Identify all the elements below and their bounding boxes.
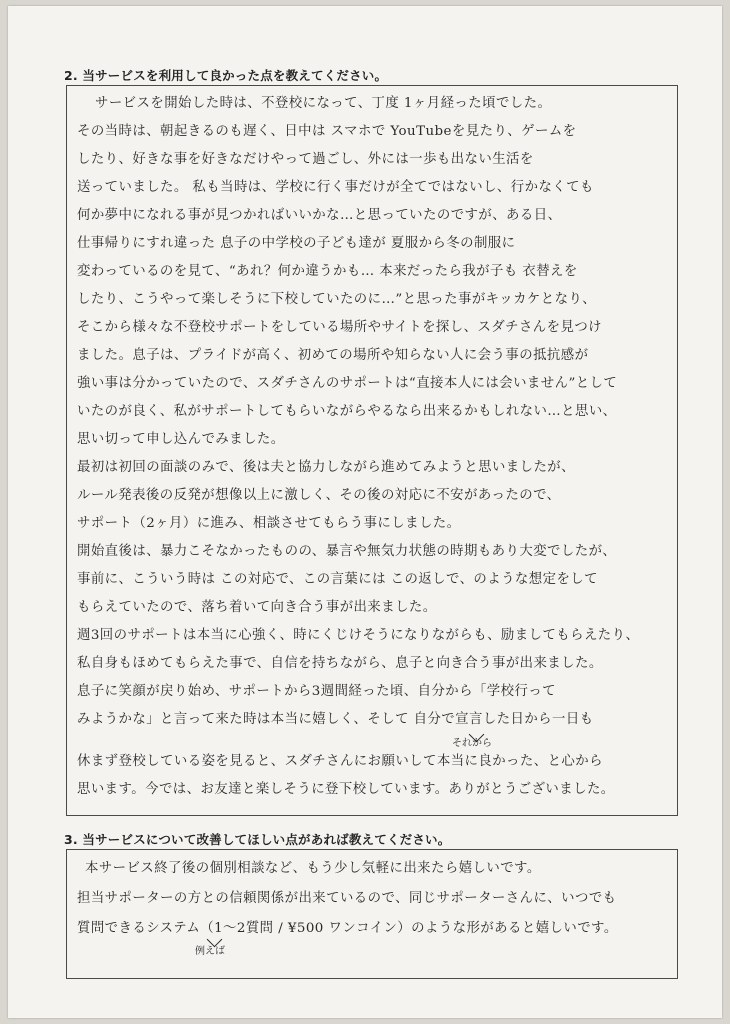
answer-line: 週3回のサポートは本当に心強く、時にくじけそうになりながらも、励ましてもらえたり、 <box>77 628 640 643</box>
answer-line: 思い切って申し込んでみました。 <box>77 432 285 447</box>
answer-line: 担当サポーターの方との信頼関係が出来ているので、同じサポーターさんに、いつでも <box>77 891 617 906</box>
answer-line: したり、こうやって楽しそうに下校していたのに…”と思った事がキッカケとなり、 <box>77 292 597 307</box>
answer-line: 事前に、こういう時は この対応で、この言葉には この返しで、のような想定をして <box>77 572 598 587</box>
answer-line: その当時は、朝起きるのも遅く、日中は スマホで YouTubeを見たり、ゲームを <box>77 124 577 139</box>
answer-line: 強い事は分かっていたので、スダチさんのサポートは“直接本人には会いません”として <box>77 376 618 391</box>
answer-line: ました。息子は、プライドが高く、初めての場所や知らない人に会う事の抵抗感が <box>77 348 589 363</box>
answer-line: したり、好きな事を好きなだけやって過ごし、外には一歩も出ない生活を <box>77 152 534 167</box>
answer-line: 質問できるシステム（1〜2質問 / ¥500 ワンコイン）のような形があると嬉しいです。 <box>77 921 618 936</box>
question-3-answer-box <box>66 849 678 979</box>
answer-line: みようかな」と言って来た時は本当に嬉しく、そして 自分で宣言した日から一日も <box>77 712 594 727</box>
answer-line: 息子に笑顔が戻り始め、サポートから3週間経った頃、自分から「学校行って <box>77 684 557 699</box>
answer-line: 本サービス終了後の個別相談など、もう少し気軽に出来たら嬉しいです。 <box>85 861 541 876</box>
insertion-note: 例えば <box>195 946 225 957</box>
answer-line: 仕事帰りにすれ違った 息子の中学校の子ども達が 夏服から冬の制服に <box>77 236 516 251</box>
answer-line: 思います。今では、お友達と楽しそうに登下校しています。ありがとうございました。 <box>77 782 615 797</box>
answer-line: 休まず登校している姿を見ると、スダチさんにお願いして本当に良かった、と心から <box>77 754 603 769</box>
answer-line: 送っていました。 私も当時は、学校に行く事だけが全てではないし、行かなくても <box>77 180 594 195</box>
answer-line: サービスを開始した時は、不登校になって、丁度 1ヶ月経った頃でした。 <box>95 96 552 111</box>
answer-line: 何か夢中になれる事が見つかればいいかな…と思っていたのですが、ある日、 <box>77 208 562 223</box>
answer-line: 私自身もほめてもらえた事で、自信を持ちながら、息子と向き合う事が出来ました。 <box>77 656 603 671</box>
answer-line: 開始直後は、暴力こそなかったものの、暴言や無気力状態の時期もあり大変でしたが、 <box>77 544 617 559</box>
answer-line: ルール発表後の反発が想像以上に激しく、その後の対応に不安があったので、 <box>77 488 561 503</box>
answer-line: 変わっているのを見て、“あれ？何か違うかも… 本来だったら我が子も 衣替えを <box>77 264 578 279</box>
question-2-title: 2. 当サービスを利用して良かった点を教えてください。 <box>64 68 388 83</box>
answer-line: いたのが良く、私がサポートしてもらいながらやるなら出来るかもしれない…と思い、 <box>77 404 617 419</box>
answer-line: そこから様々な不登校サポートをしている場所やサイトを探し、スダチさんを見つけ <box>77 320 603 335</box>
question-3-title: 3. 当サービスについて改善してほしい点があれば教えてください。 <box>64 832 451 847</box>
answer-line: もらえていたので、落ち着いて向き合う事が出来ました。 <box>77 600 437 615</box>
insertion-note: それから <box>452 738 492 749</box>
survey-sheet <box>8 6 722 1018</box>
question-2-answer-box <box>66 85 678 816</box>
answer-line: サポート（2ヶ月）に進み、相談させてもらう事にしました。 <box>77 516 461 531</box>
answer-line: 最初は初回の面談のみで、後は夫と協力しながら進めてみようと思いましたが、 <box>77 460 575 475</box>
